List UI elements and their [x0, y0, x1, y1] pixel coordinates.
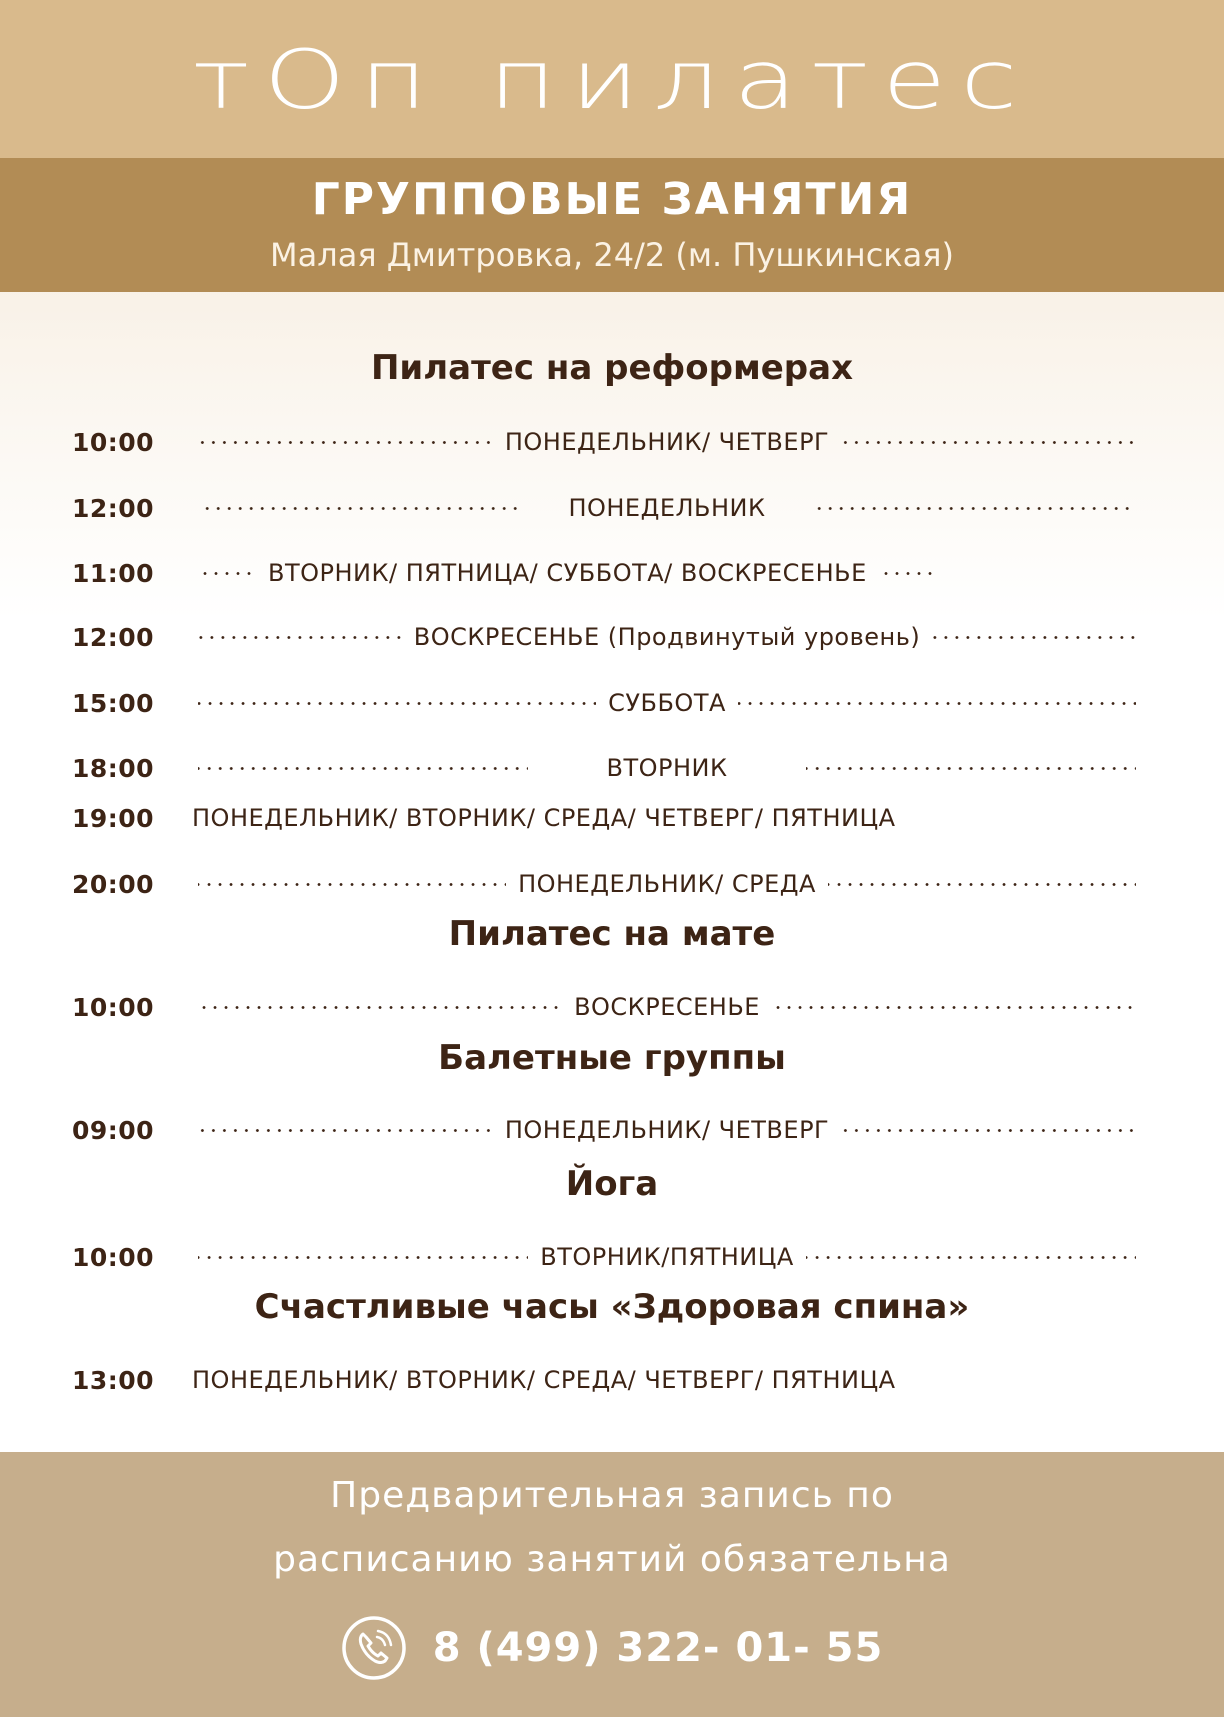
row-time: 10:00	[72, 992, 155, 1022]
phone-number[interactable]: 8 (499) 322- 01- 55	[432, 1625, 884, 1671]
dot-leader	[828, 883, 1136, 886]
row-time: 11:00	[72, 558, 155, 588]
row-days: ПОНЕДЕЛЬНИК/ ЧЕТВЕРГ	[504, 1116, 830, 1144]
row-days: ПОНЕДЕЛЬНИК/ ЧЕТВЕРГ	[504, 428, 830, 456]
dot-leader	[198, 702, 596, 705]
section-title-ballet: Балетные группы	[438, 1038, 786, 1078]
dot-leader	[198, 441, 493, 444]
row-time: 12:00	[72, 493, 155, 523]
dot-leader	[932, 636, 1136, 639]
row-days: ПОНЕДЕЛЬНИК/ ВТОРНИК/ СРЕДА/ ЧЕТВЕРГ/ ПЯТНИЦА	[192, 804, 896, 832]
title-band	[0, 158, 1224, 292]
schedule-row	[72, 864, 1142, 904]
dot-leader	[810, 507, 1136, 510]
row-time: 10:00	[72, 1242, 155, 1272]
address: Малая Дмитровка, 24/2 (м. Пушкинская)	[270, 236, 954, 274]
dot-leader	[198, 1006, 562, 1009]
schedule-row	[72, 422, 1142, 462]
brand-band	[0, 0, 1224, 158]
row-time: 10:00	[72, 427, 155, 457]
dot-leader	[806, 1256, 1136, 1259]
row-days: ПОНЕДЕЛЬНИК/ ВТОРНИК/ СРЕДА/ ЧЕТВЕРГ/ ПЯТНИЦА	[192, 1366, 896, 1394]
row-days: ПОНЕДЕЛЬНИК/ СРЕДА	[518, 870, 816, 898]
dot-leader	[198, 572, 256, 575]
footer	[0, 1452, 1224, 1717]
schedule-row	[72, 488, 1142, 528]
schedule-row	[72, 1110, 1142, 1150]
section-title-healthy-back: Счастливые часы «Здоровая спина»	[254, 1287, 970, 1327]
dot-leader	[198, 507, 524, 510]
section-title-reformer: Пилатес на реформерах	[370, 348, 854, 388]
schedule-row	[72, 798, 1142, 838]
row-days: СУББОТА	[608, 689, 726, 717]
dot-leader	[198, 1256, 528, 1259]
schedule-row	[72, 987, 1142, 1027]
booking-note-line1: Предварительная запись по	[330, 1475, 894, 1516]
row-time: 20:00	[72, 869, 155, 899]
dot-leader	[198, 1129, 493, 1132]
phone-icon	[341, 1615, 407, 1681]
dot-leader	[198, 767, 528, 770]
dot-leader	[772, 1006, 1136, 1009]
row-days: ВТОРНИК/ ПЯТНИЦА/ СУББОТА/ ВОСКРЕСЕНЬЕ	[268, 559, 867, 587]
row-days: ВОСКРЕСЕНЬЕ (Продвинутый уровень)	[413, 623, 921, 651]
dot-leader	[738, 702, 1136, 705]
section-title-mat: Пилатес на мате	[448, 914, 776, 954]
row-days: ПОНЕДЕЛЬНИК	[568, 494, 766, 522]
schedule-row	[72, 553, 1142, 593]
schedule-row	[72, 617, 1142, 657]
dot-leader	[198, 883, 506, 886]
page-title: ГРУППОВЫЕ ЗАНЯТИЯ	[311, 174, 913, 225]
schedule-row	[72, 1237, 1142, 1277]
dot-leader	[841, 441, 1136, 444]
booking-note-line2: расписанию занятий обязательна	[273, 1539, 951, 1580]
dot-leader	[841, 1129, 1136, 1132]
row-time: 13:00	[72, 1365, 155, 1395]
row-days: ВТОРНИК	[606, 754, 728, 782]
dot-leader	[806, 767, 1136, 770]
section-title-yoga: Йога	[565, 1164, 659, 1204]
brand-logo: тОп пилатес	[192, 32, 1032, 128]
row-time: 18:00	[72, 753, 155, 783]
phone-block	[0, 1612, 1224, 1684]
row-time: 19:00	[72, 803, 155, 833]
schedule-row	[72, 1360, 1142, 1400]
row-time: 15:00	[72, 688, 155, 718]
schedule-row	[72, 748, 1142, 788]
dot-leader	[198, 636, 402, 639]
schedule-row	[72, 683, 1142, 723]
row-time: 09:00	[72, 1115, 155, 1145]
row-days: ВТОРНИК/ПЯТНИЦА	[540, 1243, 794, 1271]
row-days: ВОСКРЕСЕНЬЕ	[574, 993, 760, 1021]
row-time: 12:00	[72, 622, 155, 652]
dot-leader	[879, 572, 937, 575]
